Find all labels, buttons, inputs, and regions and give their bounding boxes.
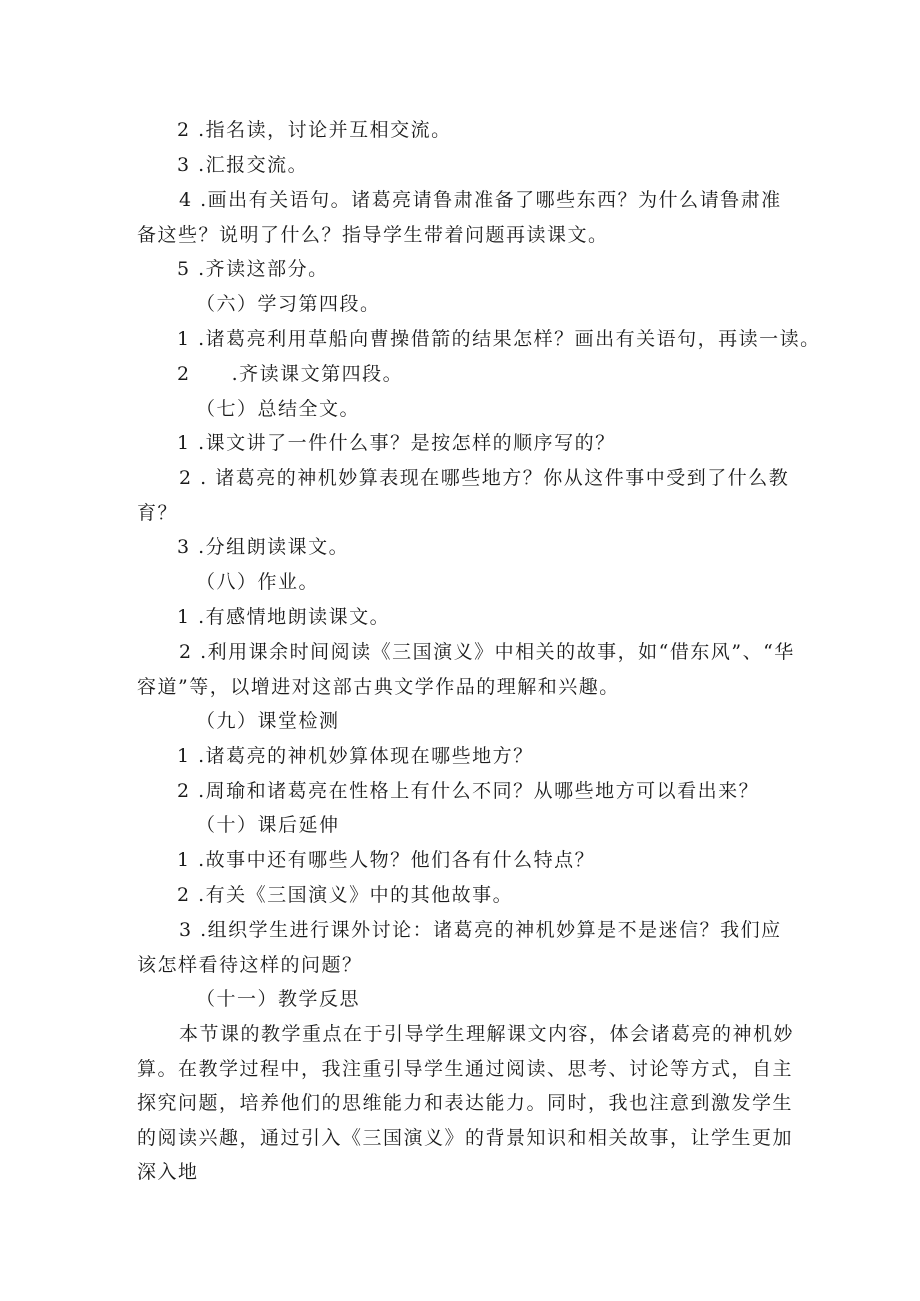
step-3-report: 3 .汇报交流。 [177, 154, 309, 176]
section-6-item-2: 2 .齐读课文第四段。 [177, 363, 404, 385]
section-9-item-1: 1 .诸葛亮的神机妙算体现在哪些地方？ [177, 745, 534, 767]
section-10-item-3: 3 .组织学生进行课外讨论：诸葛亮的神机妙算是不是迷信？我们应该怎样看待这样的问题？ [137, 919, 782, 976]
step-5-read-together: 5 .齐读这部分。 [177, 258, 329, 280]
section-6-item-1: 1 .诸葛亮利用草船向曹操借箭的结果怎样？画出有关语句，再读一读。 [177, 328, 821, 350]
step-4-mark-sentences: 4 .画出有关语句。诸葛亮请鲁肃准备了哪些东西？为什么请鲁肃准备这些？说明了什么？指导学生带着问题再读课文。 [137, 189, 782, 246]
section-10-item-2: 2 .有关《三国演义》中的其他故事。 [177, 884, 514, 906]
section-7-heading: （七）总结全文。 [196, 398, 361, 420]
step-2-discuss: 2 .指名读，讨论并互相交流。 [177, 119, 452, 141]
section-7-item-3: 3 .分组朗读课文。 [177, 536, 350, 558]
section-8-item-1: 1 .有感情地朗读课文。 [177, 606, 391, 628]
section-10-item-1: 1 .故事中还有哪些人物？他们各有什么特点？ [177, 849, 596, 871]
teaching-reflection-paragraph: 本节课的教学重点在于引导学生理解课文内容，体会诸葛亮的神机妙算。在教学过程中，我注重引导学生通过阅读、思考、讨论等方式，自主探究问题，培养他们的思维能力和表达能力。同时，我也注意到激发学生的阅读兴趣，通过引入《三国演义》的背景知识和相关故事，让学生更加深入地 [137, 1023, 795, 1183]
section-8-item-2: 2 .利用课余时间阅读《三国演义》中相关的故事，如“借东风”、“华容道”等，以增进对这部古典文学作品的理解和兴趣。 [137, 641, 795, 698]
section-9-heading: （九）课堂检测 [196, 710, 340, 732]
section-7-item-1: 1 .课文讲了一件什么事？是按怎样的顺序写的？ [177, 432, 616, 454]
section-7-item-2: 2 . 诸葛亮的神机妙算表现在哪些地方？你从这件事中受到了什么教育？ [137, 467, 790, 524]
section-10-heading: （十）课后延伸 [196, 814, 340, 836]
section-11-heading: （十一）教学反思 [196, 988, 361, 1010]
section-6-heading: （六）学习第四段。 [196, 293, 381, 315]
section-8-heading: （八）作业。 [196, 571, 320, 593]
section-9-item-2: 2 .周瑜和诸葛亮在性格上有什么不同？从哪些地方可以看出来？ [177, 780, 760, 802]
